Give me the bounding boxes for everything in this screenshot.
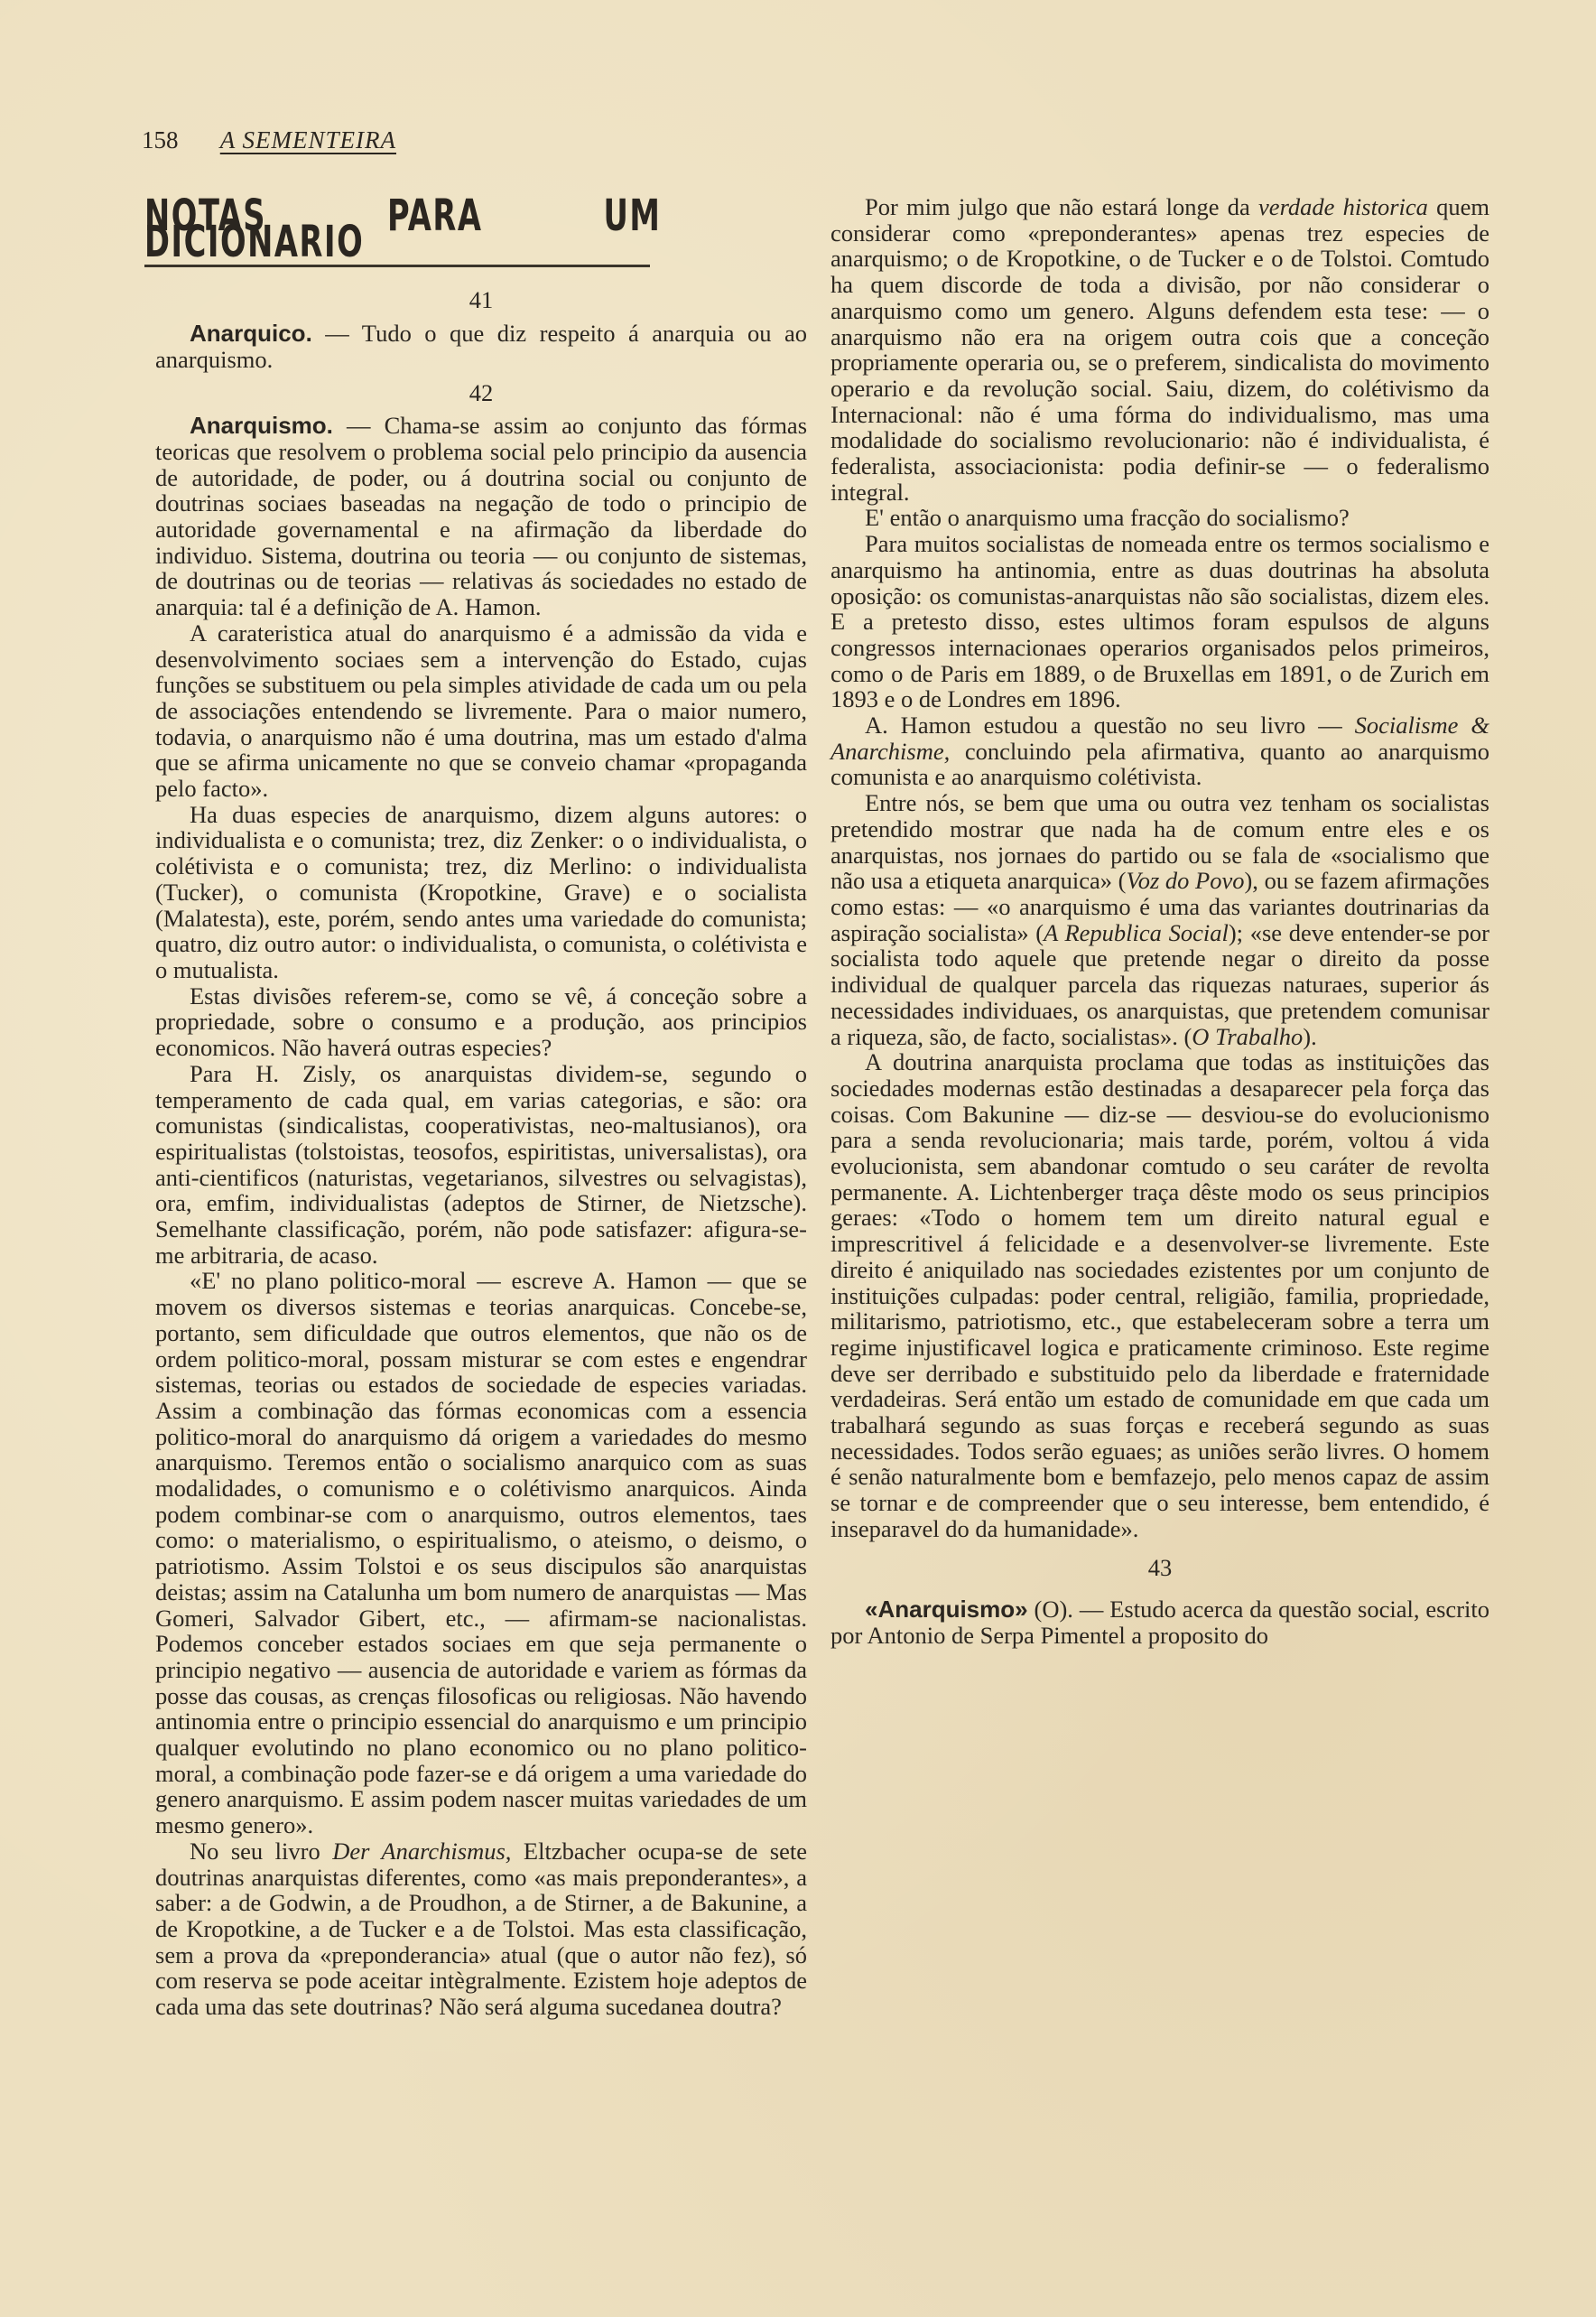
entry-42-p7-start: [155, 1838, 807, 2020]
lemma-anarquismo: Anarquismo.: [190, 412, 333, 440]
p12-c: ); «se deve entender-se por socialista todo aquele que pretende negar o direito da posse individual de qualquer parcela das riquezas naturaes, superior ás necessidades individuaes, os anarquistas, que pretendem comunisar a riqueza, são, de facto, socialistas». (: [830, 918, 1490, 1050]
entry-number-41: 41: [469, 286, 494, 314]
entry-42-p13: A doutrina anarquista proclama que todas as instituições das sociedades modernas estão destinadas a desaparecer pela força das coisas. Com Bakunine — diz-se — desviou-se do evolucionismo para a senda revolucionaria; mais tarde, porém, voltou á vida evolucionista, sem abandonar comtudo o seu caráter de revolta permanente. A. Lichtenberger traça dêste modo os seus principios geraes: «Todo o homem tem um direito natural egual e imprescritivel á felicidade e a desenvolver-se livremente. Este direito é aniquilado nas sociedades ezistentes por um conjunto de instituições culpadas: poder central, religião, familia, propriedade, militarismo, patriotismo, etc., que estabeleceram sobre a terra um regime injustificavel logica e praticamente criminoso. Este regime deve ser derribado e substituido pelo da liberdade e fraternidade verdadeiras. Será então um estado de comunidade em que cada um trabalhará segundo as suas forças e receberá segundo as suas necessidades. Todos serão eguaes; as uniões serão livres. O homem é senão naturalmente bom e bemfazejo, pelo menos capaz de assim se tornar e de compreender que o seu interesse, bem entendido, é inseparavel do da humanidade».: [830, 1048, 1489, 1542]
entry-number-43: 43: [1147, 1553, 1173, 1581]
p12-b: ), ou se fazem afirmações como estas: — «o anarquismo é uma das variantes doutrinarias da aspiração socialista» (: [830, 867, 1489, 946]
page-number: 158: [142, 126, 179, 154]
entry-42-p11: [830, 712, 1489, 790]
entry-42-p10: Para muitos socialistas de nomeada entre os termos socialismo e anarquismo ha antinomia, entre as duas doutrinas ha absoluta oposição: os comunistas-anarquistas não são socialistas, dizem eles. E a pretesto disso, estes ultimos foram espulsos de alguns congressos internacionaes operarios organisados pelos primeiros, como o de Paris em 1889, o de Bruxellas em 1891, o de Zurich em 1893 e o de Londres em 1896.: [830, 530, 1489, 713]
p8-before: Por mim julgo que não estará longe da: [865, 193, 1259, 220]
p8-emphasis: verdade historica: [1258, 193, 1428, 220]
lemma-anarquismo-book: «Anarquismo»: [865, 1596, 1028, 1624]
book-title-socialisme: Socialisme & Anarchisme,: [830, 712, 1489, 765]
entry-42-p1: — Chama-se assim ao conjunto das fórmas teoricas que resolvem o problema social pelo principio da ausencia de autoridade, de poder, ou á doutrina social ou conjunto de doutrinas sociaes baseadas na negação de todo o principio de autoridade governamental e na afirmação da liberdade do individuo. Sistema, doutrina ou teoria — ou conjunto de sistemas, de doutrinas ou de teorias — relativas ás sociedades no estado de anarquia: tal é a definição de A. Hamon.: [155, 412, 808, 621]
entry-42-p3: Ha duas especies de anarquismo, dizem alguns autores: o individualista e o comunista; trez, diz Zenker: o o individualista, o colétivista e o comunista; trez, diz Merlino: o individualista (Tucker), o comunista (Kropotkine, Grave) e o socialista (Malatesta), este, porém, sendo antes uma variedade do comunista; quatro, diz outro autor: o individualista, o comunista, o colétivista e o mutualista.: [155, 800, 807, 983]
entry-42-p5: Para H. Zisly, os anarquistas dividem-se, segundo o temperamento de cada qual, em varias categorias, e são: ora comunistas (sindicalistas, cooperativistas, neo-maltusianos), ora espiritualistas (tolstoistas, teosofos, espiritistas, universalistas), ora anti-cientificos (naturistas, vegetarianos, silvestres ou selvagistas), ora, emfim, individualistas (adeptos de Stirner, de Nietzsche). Semelhante classificação, porém, não pode satisfazer: afigura-se-me arbitraria, de acaso.: [155, 1059, 807, 1269]
entry-41: [155, 321, 807, 372]
book-title-der-anarchismus: Der Anarchismus,: [332, 1837, 512, 1865]
p7-before: No seu livro: [190, 1837, 333, 1865]
source-voz-do-povo: Voz do Povo: [1126, 867, 1245, 895]
p11-before: A. Hamon estudou a questão no seu livro —: [865, 712, 1355, 740]
entry-43-text: (O). — Estudo acerca da questão social, escrito por Antonio de Serpa Pimentel a proposito do: [830, 1596, 1489, 1649]
entry-number-42: 42: [469, 378, 494, 406]
entry-41-text: — Tudo o que diz respeito á anarquia ou ao anarquismo.: [155, 320, 808, 373]
entry-42-p12: [830, 790, 1489, 1049]
section-title: NOTAS PARA UM DICIONARIO: [144, 191, 662, 267]
source-o-trabalho: O Trabalho: [1192, 1022, 1304, 1050]
entry-43: [830, 1596, 1489, 1648]
entry-42-p8: [830, 194, 1489, 505]
p7-after: Eltzbacher ocupa-se de sete doutrinas anarquistas diferentes, como «as mais preponderantes», a saber: a de Godwin, a de Proudhon, a de Stirner, a de Bakunine, a de Kropotkine, a de Tucker e a de Tolstoi. Mas esta classificação, sem a prova da «preponderancia» atual (que o autor não fez), só com reserva se pode aceitar intègralmente. Ezistem hoje adeptos de cada uma das sete doutrinas? Não será alguma sucedanea doutra?: [155, 1837, 808, 2021]
p12-a: Entre nós, se bem que uma ou outra vez tenham os socialistas pretendido mostrar que nada ha de comum entre eles e os anarquistas, nos jornaes do partido ou se fala de «socialismo que não usa a etiqueta anarquica» (: [830, 789, 1489, 895]
p8-after: quem considerar como «preponderantes» apenas trez especies de anarquismo; o de Kropotkine, o de Tucker e o de Tolstoi. Comtudo ha quem discorde de toda a divisão, por não considerar o anarquismo como um genero. Alguns defendem esta tese: — o anarquismo não era na origem outra cois que a conceção propriamente operaria ou, se o preferem, sindicalista do movimento operario e da revolução social. Saiu, dizem, do colétivismo da Internacional: não é uma fórma do individualismo, mas uma modalidade do socialismo revolucionario: não é individualista, é federalista, associacionista: podia definir-se — o federalismo integral.: [830, 193, 1490, 506]
entry-42-p4: Estas divisões referem-se, como se vê, á conceção sobre a propriedade, sobre o consumo e a produção, aos principios economicos. Não haverá outras especies?: [155, 982, 807, 1062]
left-column: [144, 191, 808, 2021]
p12-d: ).: [1303, 1022, 1317, 1050]
journal-title: A SEMENTEIRA: [219, 126, 396, 154]
entry-42-p9: E' então o anarquismo uma fracção do socialismo?: [865, 504, 1350, 532]
entry-42-p6: «E' no plano politico-moral — escreve A. Hamon — que se movem os diversos sistemas e teorias anarquicas. Concebe-se, portanto, sem dificuldade que outros elementos, que não os de ordem politico-moral, possam misturar se com estes e engendrar sistemas, teorias ou estados de sociedade de especies variadas. Assim a combinação das fórmas economicas com a essencia politico-moral do anarquismo dá origem a variedades do mesmo anarquismo. Teremos então o socialismo anarquico com as suas modalidades, o comunismo e o colétivismo anarquicos. Ainda podem combinar-se com o anarquismo, outros elementos, taes como: o materialismo, o espiritualismo, o ateismo, o deismo, o patriotismo. Assim Tolstoi e os seus discipulos são anarquistas deistas; assim na Catalunha um bom numero de anarquistas — Mas Gomeri, Salvador Gibert, etc., — afirmam-se nacionalistas. Podemos conceber estados sociaes em que seja permanente o principio negativo — ausencia de autoridade e variem as fórmas da posse das cousas, as crenças filosoficas ou religiosas. Não havendo antinomia entre o principio essencial do anarquismo e um principio qualquer evolutindo no plano economico ou no plano politico-moral, a combinação pode fazer-se e dá origem a uma variedade do genero anarquismo. E assim podem nascer muitas variedades de um mesmo genero».: [155, 1267, 807, 1839]
lemma-anarquico: Anarquico.: [190, 320, 312, 348]
p11-after: concluindo pela afirmativa, quanto ao anarquismo comunista e ao anarquismo colétivista.: [830, 737, 1489, 791]
page-header: [142, 126, 396, 154]
source-republica-social: A Republica Social: [1044, 918, 1229, 946]
entry-42-p2: A carateristica atual do anarquismo é a admissão da vida e desenvolvimento sociaes sem a intervenção do Estado, cujas funções se substituem ou pela simples atividade de cada um ou pela de associações entendendo se livremente. Para o maior numero, todavia, o anarquismo não é uma doutrina, mas um estado d'alma que se afirma unicamente no que se conveio chamar «propaganda pelo facto».: [155, 619, 807, 803]
right-column: [830, 194, 1489, 1649]
entry-42-paragraph: [155, 413, 807, 620]
